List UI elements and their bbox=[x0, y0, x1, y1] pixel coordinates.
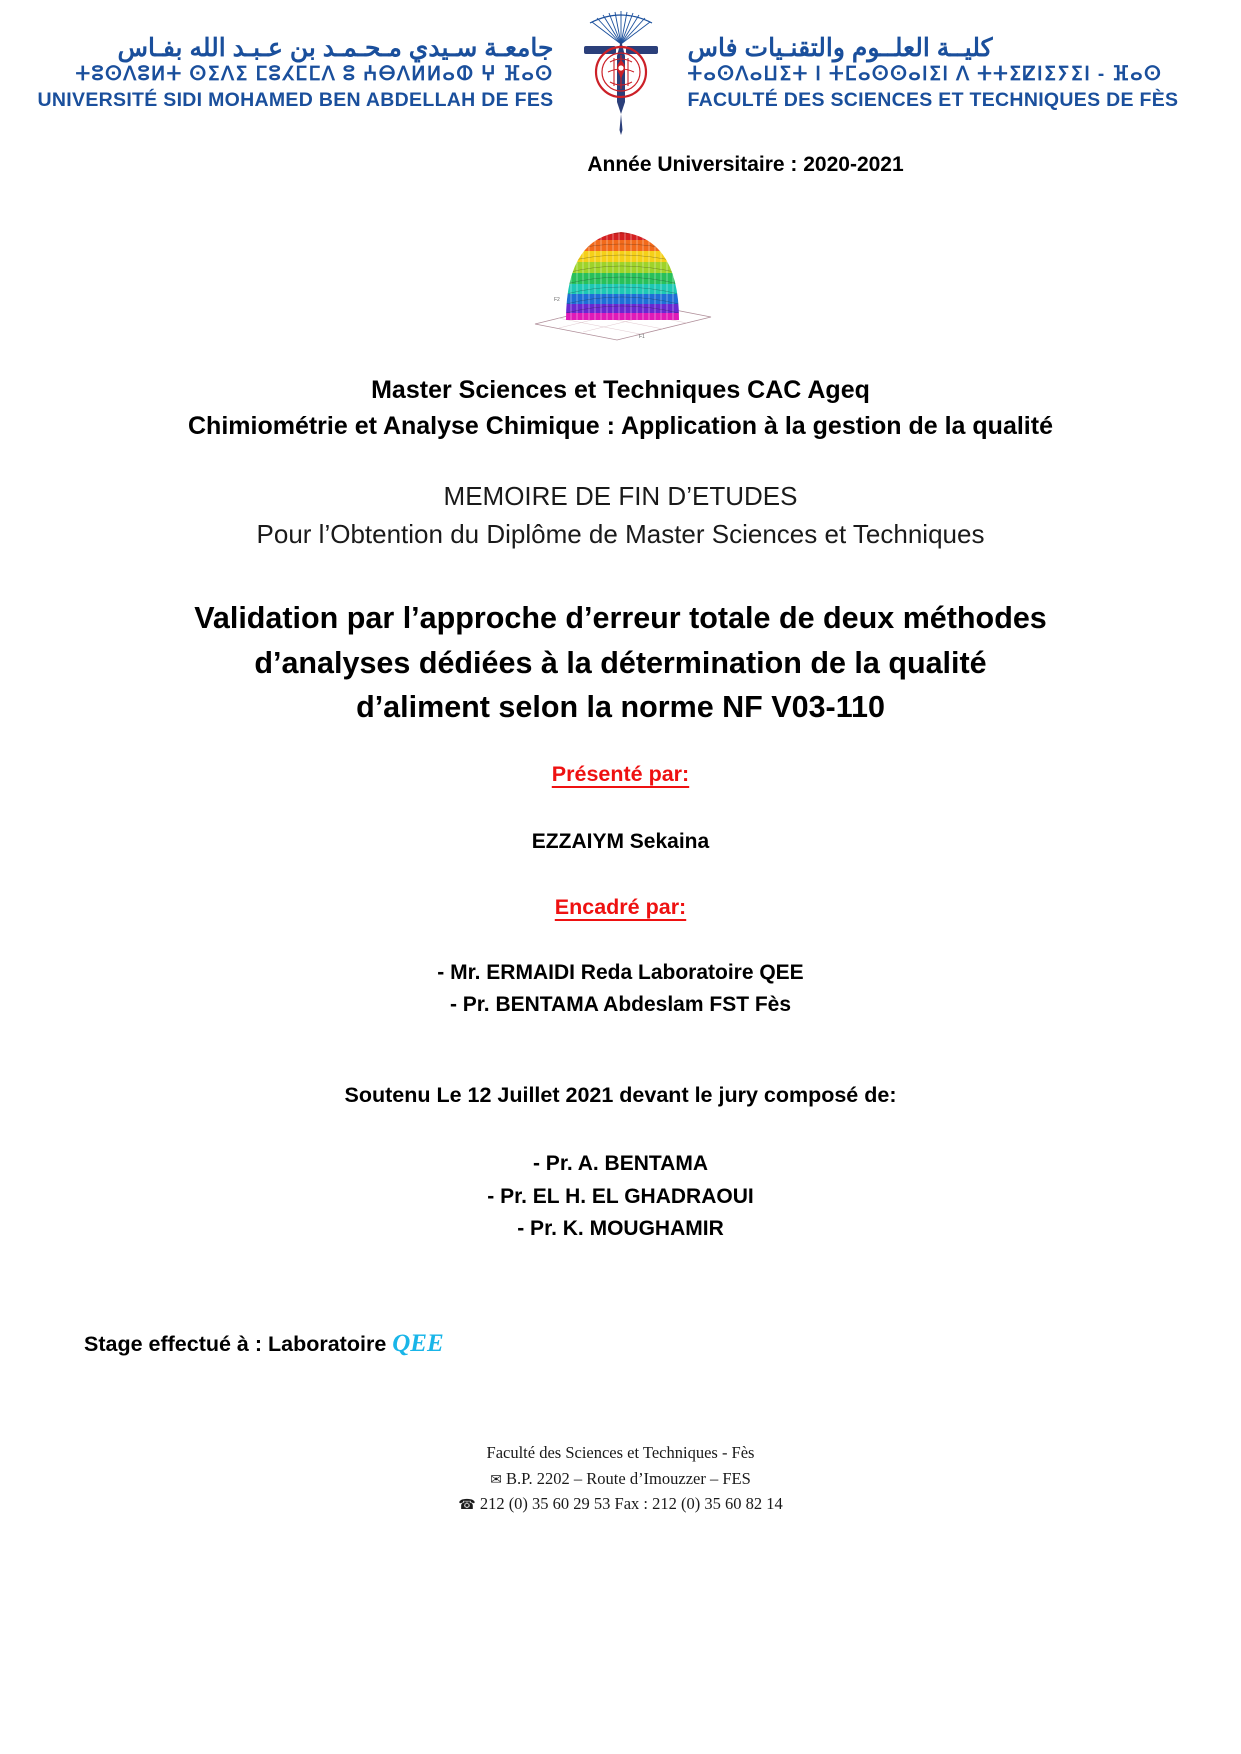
university-identity bbox=[37, 34, 562, 112]
program-block bbox=[0, 373, 1241, 444]
author-name: EZZAIYM Sekaina bbox=[531, 830, 710, 853]
letterhead bbox=[0, 14, 1241, 132]
memoire-subheading: Pour l’Obtention du Diplôme de Master Sciences et Techniques bbox=[256, 518, 985, 549]
response-surface-plot-icon bbox=[521, 200, 721, 345]
memoire-block bbox=[0, 478, 1241, 553]
supervisor-list bbox=[0, 957, 1241, 1020]
supervisor-item: - Mr. ERMAIDI Reda Laboratoire QEE bbox=[437, 961, 804, 984]
memoire-heading: MEMOIRE DE FIN D’ETUDES bbox=[443, 481, 798, 511]
faculty-identity bbox=[680, 34, 1179, 112]
presented-by-heading-wrap bbox=[0, 762, 1241, 787]
faculty-name-tifinagh: ⵜⴰⵙⴷⴰⵡⵉⵜ ⵏ ⵜⵎⴰⵙⵙⴰⵏⵉⵏ ⴷ ⵜⵜⵉⵇⵏⵉⵢⵉⵏ - ⴼⴰⵙ bbox=[687, 63, 1163, 85]
internship-line bbox=[0, 1330, 1241, 1358]
axis-label-f1: F1 bbox=[638, 334, 645, 340]
footer-phone-text: 212 (0) 35 60 29 53 Fax : 212 (0) 35 60 82 14 bbox=[475, 1494, 783, 1514]
footer-address bbox=[0, 1466, 1241, 1492]
supervisor-item: - Pr. BENTAMA Abdeslam FST Fès bbox=[449, 992, 792, 1016]
faculty-name-latin: FACULTÉ DES SCIENCES ET TECHNIQUES DE FÈS bbox=[687, 88, 1179, 111]
thesis-title-line-2: d’analyses dédiées à la détermination de la qualité bbox=[254, 645, 987, 680]
university-name-tifinagh: ⵜⵓⵙⴷⵓⵍⵜ ⵙⵉⴷⵉ ⵎⵓⵃⵎⵎⴷ ⵓ ⵄⴱⴷⵍⵍⴰⵀ ⵖ ⴼⴰⵙ bbox=[75, 63, 554, 85]
phone-icon: ☎ bbox=[458, 1497, 476, 1514]
footer-phone bbox=[0, 1491, 1241, 1517]
program-line-2: Chimiométrie et Analyse Chimique : Application à la gestion de la qualité bbox=[188, 411, 1053, 440]
thesis-title bbox=[0, 596, 1241, 730]
jury-member: - Pr. A. BENTAMA bbox=[532, 1152, 708, 1175]
internship-prefix: Stage effectué à : Laboratoire bbox=[84, 1332, 393, 1356]
thesis-title-line-1: Validation par l’approche d’erreur totale de deux méthodes bbox=[194, 601, 1047, 635]
university-name-arabic: جامعـة سـيدي مـحـمـد بن عـبـد الله بفـاس bbox=[117, 34, 554, 63]
cover-figure bbox=[0, 200, 1241, 345]
program-line-1: Master Sciences et Techniques CAC Ageq bbox=[371, 376, 870, 404]
thesis-title-line-3: d’aliment selon la norme NF V03-110 bbox=[356, 690, 885, 725]
footer-address-text: B.P. 2202 – Route d’Imouzzer – FES bbox=[501, 1468, 751, 1488]
presented-by-heading: Présenté par: bbox=[551, 762, 690, 786]
internship-lab-name: QEE bbox=[392, 1330, 444, 1357]
academic-year: Année Universitaire : 2020-2021 bbox=[587, 153, 904, 176]
supervision-heading: Encadré par: bbox=[554, 895, 687, 919]
jury-list bbox=[0, 1148, 1241, 1246]
internship-wrap bbox=[0, 1330, 1241, 1358]
jury-member: - Pr. EL H. EL GHADRAOUI bbox=[487, 1184, 754, 1208]
page-footer bbox=[0, 1440, 1241, 1517]
faculty-name-arabic: كليــة العلــوم والتقنـيات فاس bbox=[687, 34, 993, 63]
jury-member: - Pr. K. MOUGHAMIR bbox=[517, 1217, 724, 1241]
usmba-university-seal-icon bbox=[562, 10, 680, 136]
supervision-heading-wrap bbox=[0, 895, 1241, 920]
defense-intro-wrap bbox=[0, 1083, 1241, 1108]
mail-icon: ✉ bbox=[490, 1471, 502, 1488]
university-name-latin: UNIVERSITÉ SIDI MOHAMED BEN ABDELLAH DE FES bbox=[37, 88, 554, 111]
axis-label-f2: F2 bbox=[553, 297, 560, 303]
footer-faculty: Faculté des Sciences et Techniques - Fès bbox=[486, 1443, 755, 1462]
author-wrap bbox=[0, 830, 1241, 854]
defense-intro: Soutenu Le 12 Juillet 2021 devant le jury composé de: bbox=[344, 1083, 897, 1107]
